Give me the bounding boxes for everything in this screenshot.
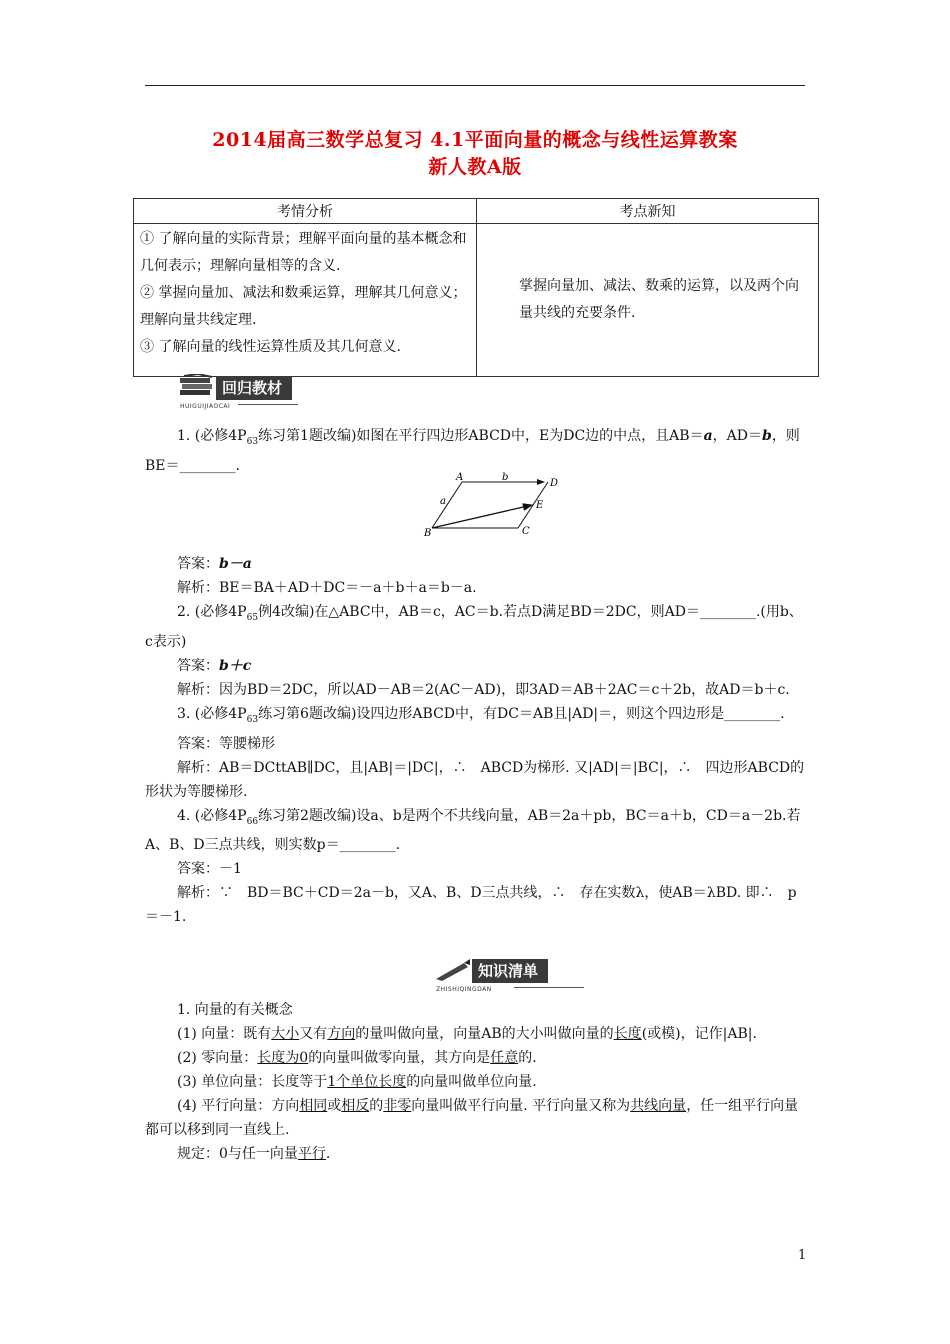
banner-underline: [514, 987, 584, 988]
knowledge-item-3: (3) 单位向量：长度等于1个单位长度的向量叫做单位向量.: [177, 1074, 537, 1090]
section-banner-huiguijiaocai: [178, 374, 292, 410]
document-subtitle: 新人教A版: [428, 156, 522, 178]
label-vector-b: b: [502, 472, 509, 483]
banner-sublabel: HUIGUIJIAOCAI: [180, 403, 231, 410]
document-title: 2014届高三数学总复习 4.1平面向量的概念与线性运算教案: [212, 129, 738, 151]
table-header-right: 考点新知: [477, 199, 819, 224]
problem-2-solution: 解析：因为BD＝2DC，所以AD－AB＝2(AC－AD)，即3AD＝AB＋2AC＝c＋2b，故AD＝b＋c.: [177, 681, 790, 698]
label-c-point: C: [522, 526, 530, 537]
banner-label: 知识清单: [472, 959, 548, 983]
vector-a: [432, 482, 462, 528]
knowledge-rule: 规定：0与任一向量平行.: [177, 1146, 331, 1162]
section-banner-zhishiqingdan: [434, 957, 548, 993]
label-b-point: B: [424, 528, 432, 538]
header-rule: [145, 85, 805, 86]
books-icon: [178, 374, 216, 400]
banner-underline: [238, 404, 298, 405]
problem-1-solution: 解析：BE＝BA＋AD＋DC＝－a＋b＋a＝b－a.: [177, 580, 477, 596]
knowledge-item-2: (2) 零向量：长度为0的向量叫做零向量，其方向是任意的.: [177, 1050, 537, 1066]
banner-label: 回归教材: [216, 376, 292, 400]
label-a-point: A: [456, 472, 464, 483]
problem-3-answer: 答案：等腰梯形: [177, 735, 275, 752]
problem-4-solution: 解析：∵ BD＝BC＋CD＝2a－b，又A、B、D三点共线，∴ 存在实数λ，使AB＝λBD. 即∴ p＝－1.: [145, 885, 797, 926]
knowledge-item-1: (1) 向量：既有大小又有方向的量叫做向量，向量AB的大小叫做向量的长度(或模)，记作|AB|.: [177, 1026, 757, 1042]
side-cd: [518, 482, 548, 528]
knowledge-heading: 1. 向量的有关概念: [177, 1002, 293, 1018]
label-e-point: E: [536, 500, 544, 511]
problem-1-answer: 答案：b－a: [177, 556, 252, 572]
problem-2-question: 2. (必修$4P_{65}$例4改编)在△ABC中，AB＝c，AC＝b.若点D满足BD＝2DC，则AD＝________.(用b、c表示): [145, 604, 803, 650]
table-item: ③ 了解向量的线性运算性质及其几何意义.: [140, 339, 401, 355]
problems-section-continued: [145, 552, 807, 929]
problem-2-answer: 答案：b＋c: [177, 657, 252, 674]
problem-4-answer: 答案：－1: [177, 861, 242, 878]
banner-sublabel: ZHISHIQINGDAN: [436, 986, 492, 993]
knowledge-item-4: (4) 平行向量：方向相同或相反的非零向量叫做平行向量. 平行向量又称为共线向量，任一组平行向量都可以移到同一直线上.: [145, 1098, 799, 1138]
table-header-left: 考情分析: [134, 199, 477, 224]
problem-1-question: 1. (必修$4P_{63}$练习第1题改编)如图在平行四边形ABCD中，E为DC边的中点，且AB＝a，AD＝b，则BE＝________.: [145, 428, 800, 474]
table-item: ① 了解向量的实际背景；理解平面向量的基本概念和几何表示；理解向量相等的含义.: [140, 231, 467, 274]
label-vector-a: a: [440, 496, 446, 507]
parallelogram-figure: [420, 470, 560, 538]
problem-3-question: 3. (必修$4P_{63}$练习第6题改编)设四边形ABCD中，有DC＝AB且|AD|＝，则这个四边形是________.: [177, 705, 785, 725]
table-item: ② 掌握向量加、减法和数乘运算，理解其几何意义；理解向量共线定理.: [140, 285, 467, 328]
knowledge-section: [145, 998, 807, 1166]
vector-be: [432, 505, 532, 528]
page-number: 1: [798, 1248, 807, 1263]
analysis-table: [133, 198, 819, 377]
pen-icon: [434, 957, 472, 983]
problem-4-question: 4. (必修$4P_{66}$练习第2题改编)设a、b是两个不共线向量，AB＝2a＋pb，BC＝a＋b，CD＝a－2b.若A、B、D三点共线，则实数p＝________.: [145, 807, 801, 854]
problem-3-solution: 解析：AB＝DCttAB∥DC，且|AB|＝|DC|，∴ ABCD为梯形. 又|AD|＝|BC|，∴ 四边形ABCD的形状为等腰梯形.: [145, 759, 805, 800]
label-d-point: D: [550, 478, 559, 489]
table-cell-right: 掌握向量加、减法、数乘的运算，以及两个向量共线的充要条件.: [477, 224, 819, 377]
table-cell-left: [134, 224, 477, 377]
